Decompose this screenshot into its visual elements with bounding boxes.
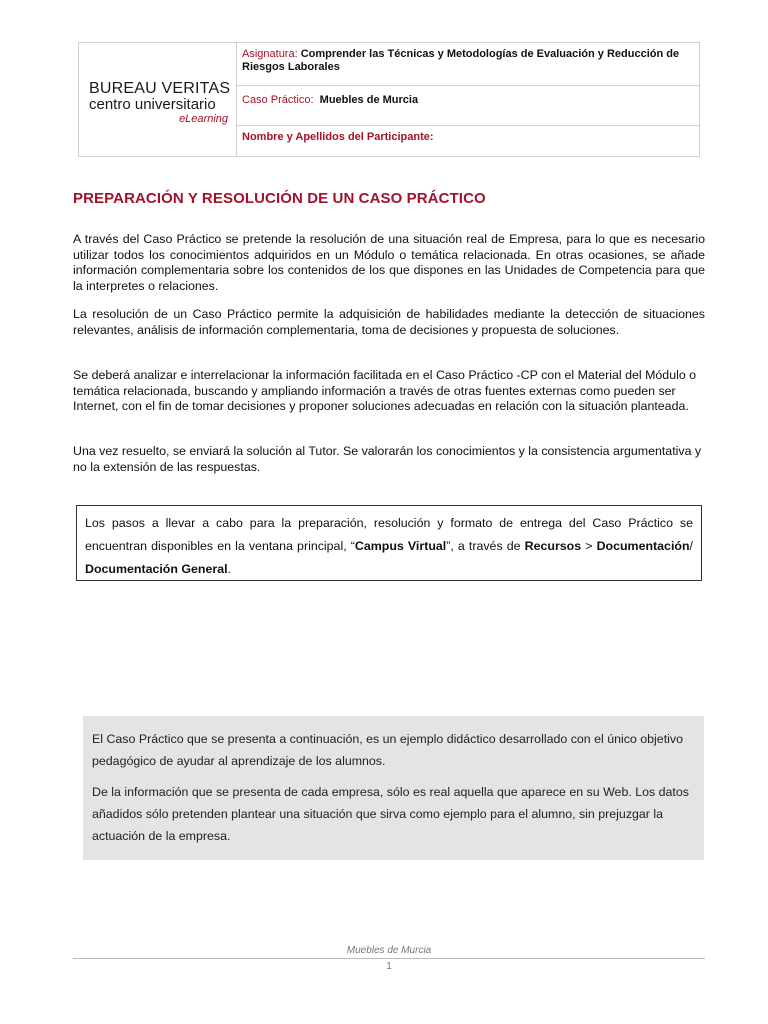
instructions-text-b: ”, a través de	[446, 539, 525, 553]
caso-label: Caso Práctico:	[242, 94, 314, 106]
logo-cell	[79, 43, 237, 157]
documentacion-general-label: Documentación General	[85, 562, 228, 576]
logo-elearning: eLearning	[179, 113, 228, 125]
header-table	[78, 42, 700, 157]
asignatura-label: Asignatura:	[242, 48, 298, 60]
disclaimer-paragraph-2: De la información que se presenta de cada empresa, sólo es real aquella que aparece en su Web. Los datos añadidos sólo pretenden plantear una situación que sirva como ejemplo para el alumno, sin prejuzgar la actuación de la empresa.	[92, 785, 689, 843]
asignatura-cell	[237, 43, 700, 86]
slash-separator: /	[689, 539, 693, 553]
asignatura-value: Comprender las Técnicas y Metodologías de Evaluación y Reducción de Riesgos Laborales	[242, 48, 680, 73]
paragraph-analysis: Se deberá analizar e interrelacionar la información facilitada en el Caso Práctico -CP con el Material del Módulo o temática relacionada, buscando y ampliando información a través de otras fuentes externas como pueden ser Internet, con el fin de tomar decisiones y proponer soluciones adecuadas en relación con la situación planteada.	[73, 368, 697, 413]
page-title: PREPARACIÓN Y RESOLUCIÓN DE UN CASO PRÁCTICO	[73, 190, 486, 207]
recursos-label: Recursos	[524, 539, 582, 553]
documentacion-label: Documentación	[596, 539, 690, 553]
instructions-box	[76, 505, 702, 581]
breadcrumb-separator: >	[581, 539, 597, 553]
paragraph-submission: Una vez resuelto, se enviará la solución al Tutor. Se valorarán los conocimientos y la consistencia argumentativa y no la extensión de las respuestas.	[73, 444, 702, 474]
disclaimer-paragraph-1: El Caso Práctico que se presenta a continuación, es un ejemplo didáctico desarrollado con el único objetivo pedagógico de ayudar al aprendizaje de los alumnos.	[92, 732, 683, 768]
caso-value: Muebles de Murcia	[319, 94, 419, 106]
page-number: 1	[386, 961, 392, 972]
instructions-period: .	[227, 562, 231, 576]
campus-virtual-label: Campus Virtual	[354, 539, 447, 553]
paragraph-intro: A través del Caso Práctico se pretende la resolución de una situación real de Empresa, para lo que es necesario utilizar todos los conocimientos adquiridos en un Módulo o temática relacionada. En otras ocasiones, se añade información complementaria sobre los contenidos de los que dispones en las Unidades de Competencia para que la interpretes o relaciones.	[73, 232, 705, 293]
participante-label: Nombre y Apellidos del Participante:	[242, 131, 434, 143]
participante-cell	[237, 126, 700, 157]
footer-divider	[73, 958, 705, 959]
paragraph-skills: La resolución de un Caso Práctico permite la adquisición de habilidades mediante la detección de situaciones relevantes, análisis de información complementaria, toma de decisiones y propuesta de soluciones.	[73, 307, 705, 337]
logo-subtitle: centro universitario	[89, 96, 216, 113]
footer-title: Muebles de Murcia	[346, 945, 432, 956]
disclaimer-box	[83, 716, 704, 860]
caso-cell	[237, 86, 700, 126]
logo-brand: BUREAU VERITAS	[89, 80, 231, 97]
instructions-text-a: Los pasos a llevar a cabo para la preparación, resolución y formato de entrega del Caso Práctico se encuentran disponibles en la ventana principal, “	[85, 516, 693, 553]
